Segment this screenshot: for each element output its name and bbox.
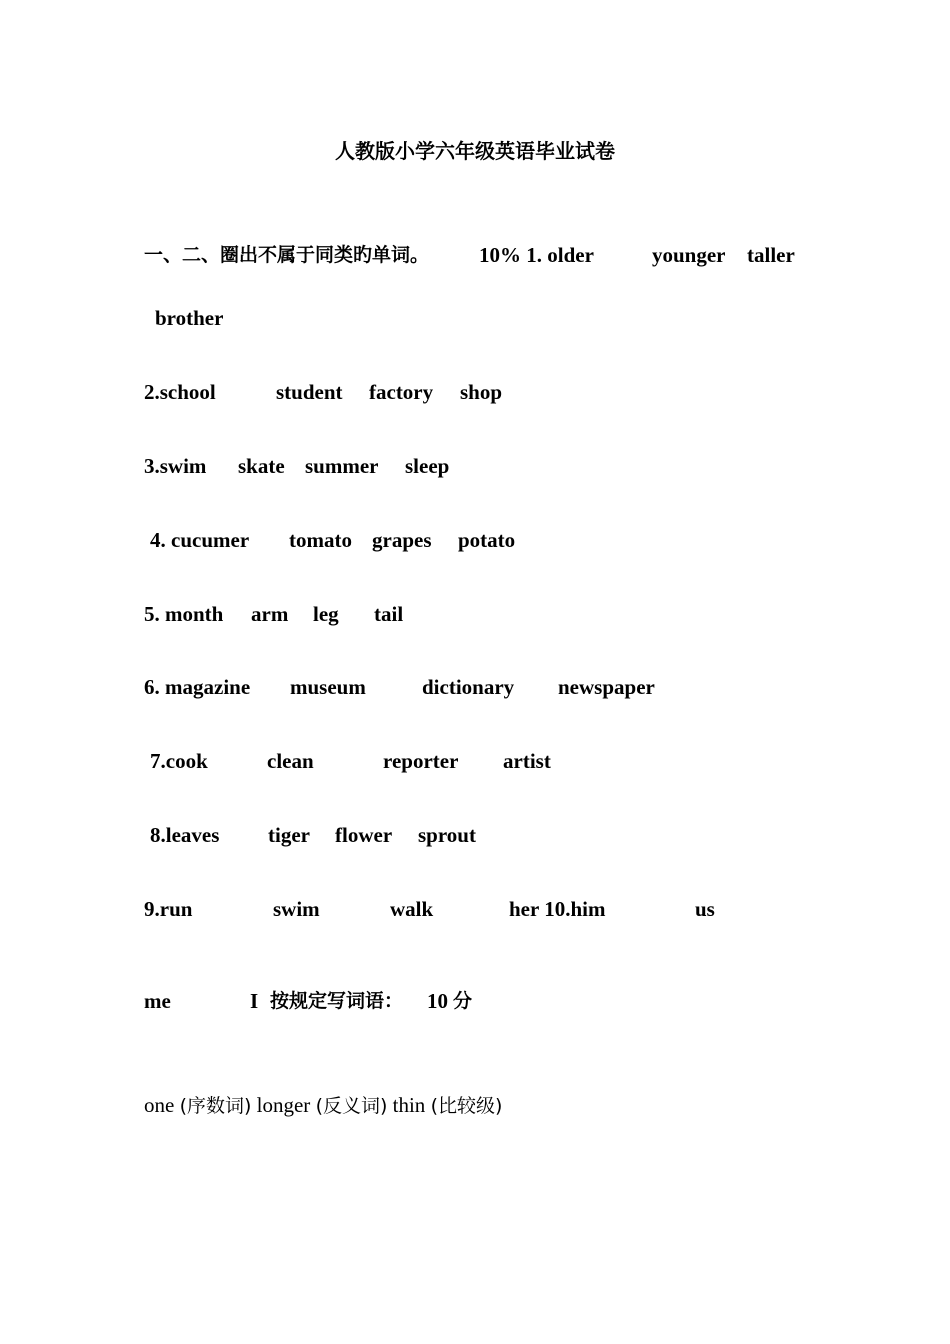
section2-score: 10 [427, 989, 448, 1013]
question-word: 6. magazine [144, 675, 251, 699]
question-word: us [695, 897, 715, 921]
question-word: factory [369, 380, 434, 404]
question-word: 3.swim [144, 454, 207, 478]
question-word: student [276, 380, 343, 404]
q1-word: taller [747, 243, 795, 267]
question-word: tiger [268, 823, 310, 847]
question-word: 7.cook [150, 749, 208, 773]
question-word: 5. month [144, 602, 224, 626]
section1-score: 10% 1. older [479, 243, 594, 267]
question-word: museum [290, 675, 366, 699]
question-word: 9.run [144, 897, 193, 921]
question-word: leg [313, 602, 339, 626]
section2-score-unit: 分 [453, 990, 473, 1012]
question-word: 4. cucumer [150, 528, 250, 552]
section1-heading-line [144, 242, 844, 268]
question-word: grapes [372, 528, 432, 552]
question-word: clean [267, 749, 314, 773]
question-row [144, 601, 844, 627]
question-word: swim [273, 897, 320, 921]
question-word: summer [305, 454, 379, 478]
question-word: skate [238, 454, 285, 478]
item-word: one [144, 1093, 175, 1117]
question-word: shop [460, 380, 503, 404]
question-word: sprout [418, 823, 476, 847]
question-word: flower [335, 823, 393, 847]
question-row [144, 822, 844, 848]
question-word: tail [374, 602, 404, 626]
q1-word: younger [652, 243, 726, 267]
section2-heading-line [144, 988, 844, 1014]
q10-word: me [144, 989, 171, 1013]
question-word: tomato [289, 528, 352, 552]
question-word: 8.leaves [150, 823, 220, 847]
question-word: potato [458, 528, 516, 552]
question-row [144, 674, 844, 700]
question-row [144, 527, 844, 553]
question-word: walk [390, 897, 434, 921]
question-row [144, 453, 844, 479]
page-title: 人教版小学六年级英语毕业试卷 [335, 139, 615, 163]
question-word: artist [503, 749, 551, 773]
question-word: 2.school [144, 380, 216, 404]
item-word: longer [256, 1093, 311, 1117]
q10-word: I [250, 989, 259, 1013]
item-prompt: (反义词) [315, 1095, 388, 1117]
section2-heading: 按规定写词语： [270, 990, 404, 1012]
question-word: newspaper [558, 675, 655, 699]
question-row [144, 748, 844, 774]
item-word: thin [392, 1093, 426, 1117]
question-word: her 10.him [509, 897, 606, 921]
question-word: reporter [383, 749, 459, 773]
item-prompt: (序数词) [179, 1095, 252, 1117]
q1-continuation: brother [155, 306, 224, 330]
question-word: arm [251, 602, 289, 626]
question-word: dictionary [422, 675, 515, 699]
section1-heading: 一、二、圈出不属于同类旳单词。 [144, 244, 430, 266]
item-prompt: (比较级) [430, 1095, 503, 1117]
question-word: sleep [405, 454, 450, 478]
question-row [144, 896, 844, 922]
question-row [144, 379, 844, 405]
section2-items [144, 1092, 502, 1119]
